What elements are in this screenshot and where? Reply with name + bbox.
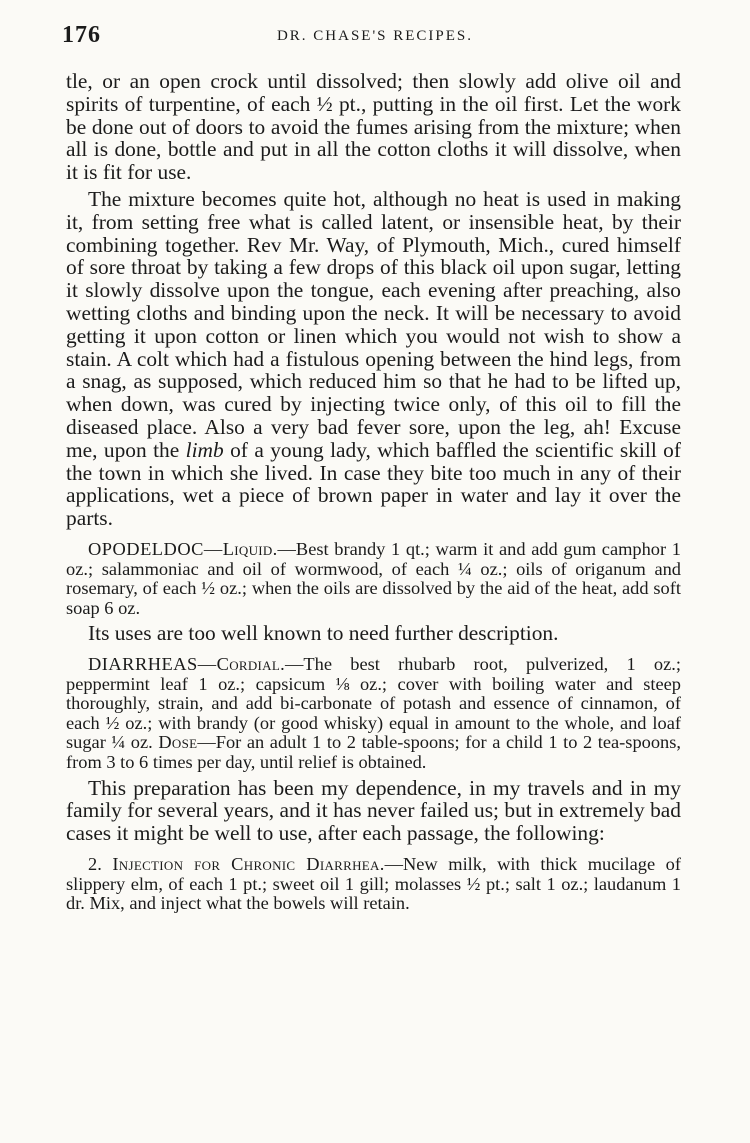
dose-label: Dose — [158, 732, 198, 753]
recipe-number: 2. — [88, 854, 102, 875]
paragraph-black-oil-remarks — [66, 188, 681, 530]
running-head — [62, 22, 688, 52]
page-number: 176 — [62, 22, 101, 48]
paragraph-continuation: tle, or an open crock until dissolved; then slowly add olive oil and spirits of turpentine, of each ½ pt., putting in the oil first. Let the work be done out of doors to avoid the fumes arising from the mixture; when all is done, bottle and put in all the cotton cloths it will dissolve, when it is fit for use. — [66, 69, 681, 185]
recipe-heading: OPODELDOC— — [88, 538, 223, 559]
running-title: DR. CHASE'S RECIPES. — [276, 28, 474, 44]
recipe-heading: Injection for Chronic Diarrhea. — [112, 854, 385, 875]
paragraph-text: The mixture becomes quite hot, although no heat is used in making it, from setting free what is called latent, or insensible heat, by their combining together. Rev Mr. Way, of Plymouth, Mich., cured himself of sore throat by taking a few drops of this black oil upon sugar, letting it slowly dissolve upon the tongue, each evening after preaching, also wetting cloths and binding upon the neck. It will be necessary to avoid getting it upon cotton or linen which you would not wish to show a stain. A colt which had a fistulous opening between the hind legs, from a snag, as supposed, which reduced him so that he had to be lifted up, when down, was cured by injecting twice only, of this oil to fill the diseased place. Also a very bad fever sore, upon the leg, ah! Excuse me, upon the — [66, 186, 681, 462]
emphasis-word: limb — [185, 437, 224, 462]
recipe-text: —The best rhubarb root, pulverized, 1 oz.; peppermint leaf 1 oz.; capsicum ⅛ oz.; cover with boiling water and steep thoroughly, strain, and add bi-carbonate of potash and essence of cinnamon, of each ½ oz.; with brandy (or good whisky) equal in amount to the whole, and loaf sugar ¼ oz. — [66, 654, 681, 753]
paragraph-dependence: This preparation has been my dependence, in my travels and in my family for several years, and it has never failed us; but in extremely bad cases it might be well to use, after each passage, the following: — [66, 775, 681, 846]
recipe-diarrheas — [66, 655, 681, 773]
paragraph-text-end: of a young lady, which baffled the scientific skill of the town in which she lived. In case they bite too much in any of their applications, wet a piece of brown paper in water and lay it over the parts. — [66, 437, 682, 531]
recipe-injection — [66, 855, 681, 914]
recipe-opodeldoc — [66, 540, 681, 618]
recipe-heading: DIARRHEAS— — [88, 654, 217, 675]
recipe-text: —Best brandy 1 qt.; warm it and add gum camphor 1 oz.; salammoniac and oil of wormwood, of each ¼ oz.; oils of origanum and rosemary, of each ½ oz.; when the oils are dissolved by the aid of the heat, add soft soap 6 oz. — [66, 538, 681, 618]
recipe-text: —New milk, with thick mucilage of slippery elm, of each 1 pt.; sweet oil 1 gill; molasses ½ pt.; salt 1 oz.; laudanum 1 dr. Mix, and inject what the bowels will retain. — [66, 854, 681, 914]
recipe-subheading: Liquid. — [222, 538, 278, 559]
recipe-subheading: Cordial. — [216, 654, 286, 675]
body-text — [66, 70, 681, 914]
dose-text: —For an adult 1 to 2 table-spoons; for a child 1 to 2 tea-spoons, from 3 to 6 times per day, until relief is obtained. — [66, 732, 681, 773]
paragraph-uses: Its uses are too well known to need further description. — [88, 621, 559, 646]
